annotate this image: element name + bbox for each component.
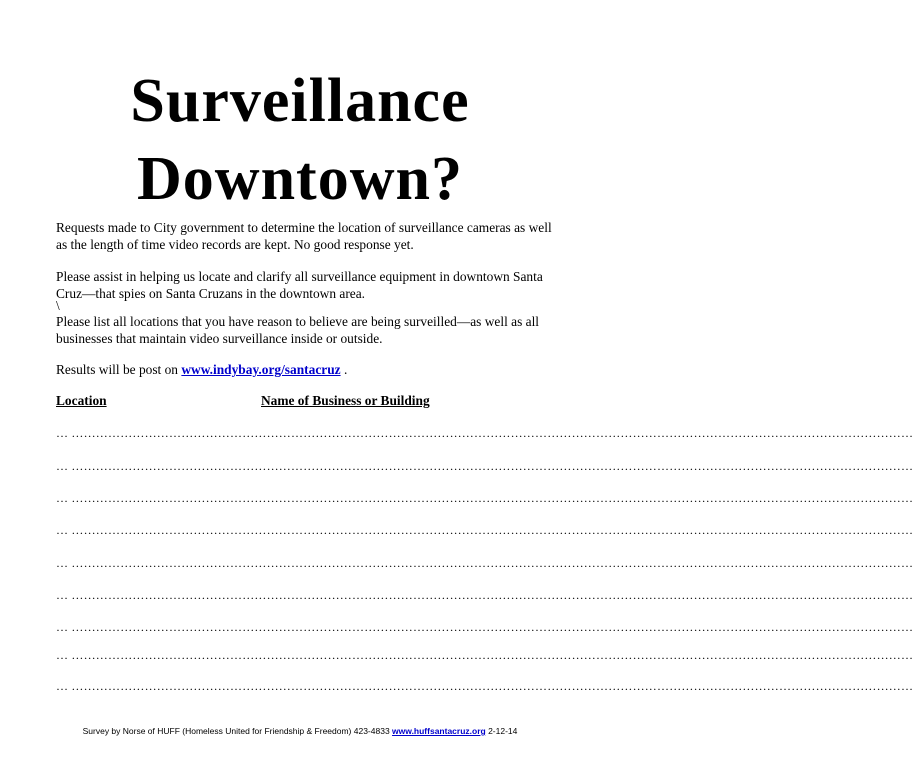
results-prefix: Results will be post on bbox=[56, 362, 179, 377]
results-line bbox=[56, 361, 556, 378]
results-link[interactable]: www.indybay.org/santacruz bbox=[181, 362, 341, 377]
fill-line[interactable]: … ……………………………………………………………………………………………………………………………………………………………………………………… bbox=[56, 426, 913, 440]
page-title-line-1: Surveillance bbox=[130, 67, 470, 135]
footer bbox=[0, 726, 600, 736]
fill-line[interactable]: … ……………………………………………………………………………………………………………………………………………………………………………………… bbox=[56, 523, 913, 537]
column-header-location: Location bbox=[56, 393, 107, 408]
assist-paragraph: Please assist in helping us locate and clarify all surveillance equipment in downtown Santa Cruz—that spies on Santa Cruzans in the downtown area. bbox=[56, 269, 543, 301]
fill-line[interactable]: … ……………………………………………………………………………………………………………………………………………………………………………………… bbox=[56, 588, 913, 602]
stray-backslash: \ bbox=[56, 298, 60, 313]
results-suffix: . bbox=[340, 362, 348, 377]
fill-line[interactable]: … ……………………………………………………………………………………………………………………………………………………………………………………… bbox=[56, 679, 913, 693]
fill-line[interactable]: … ……………………………………………………………………………………………………………………………………………………………………………………… bbox=[56, 648, 913, 662]
footer-date: 2-12-14 bbox=[485, 726, 518, 736]
page-title-line-2: Downtown? bbox=[137, 145, 463, 213]
footer-text: Survey by Norse of HUFF (Homeless United for Friendship & Freedom) 423-4833 bbox=[82, 726, 393, 736]
fill-line[interactable]: … ……………………………………………………………………………………………………………………………………………………………………………………… bbox=[56, 459, 913, 473]
fill-line[interactable]: … ……………………………………………………………………………………………………………………………………………………………………………………… bbox=[56, 491, 913, 505]
footer-link[interactable]: www.huffsantacruz.org bbox=[392, 726, 486, 736]
intro-paragraph: Requests made to City government to determine the location of surveillance cameras as well as the length of time video records are kept. No good response yet. bbox=[56, 220, 552, 252]
fill-line[interactable]: … ……………………………………………………………………………………………………………………………………………………………………………………… bbox=[56, 620, 913, 634]
fill-line[interactable]: … ……………………………………………………………………………………………………………………………………………………………………………………… bbox=[56, 556, 913, 570]
list-locations-paragraph: Please list all locations that you have reason to believe are being surveilled—as well as all businesses that maintain video surveillance inside or outside. bbox=[56, 314, 540, 346]
column-header-business: Name of Business or Building bbox=[261, 393, 430, 408]
